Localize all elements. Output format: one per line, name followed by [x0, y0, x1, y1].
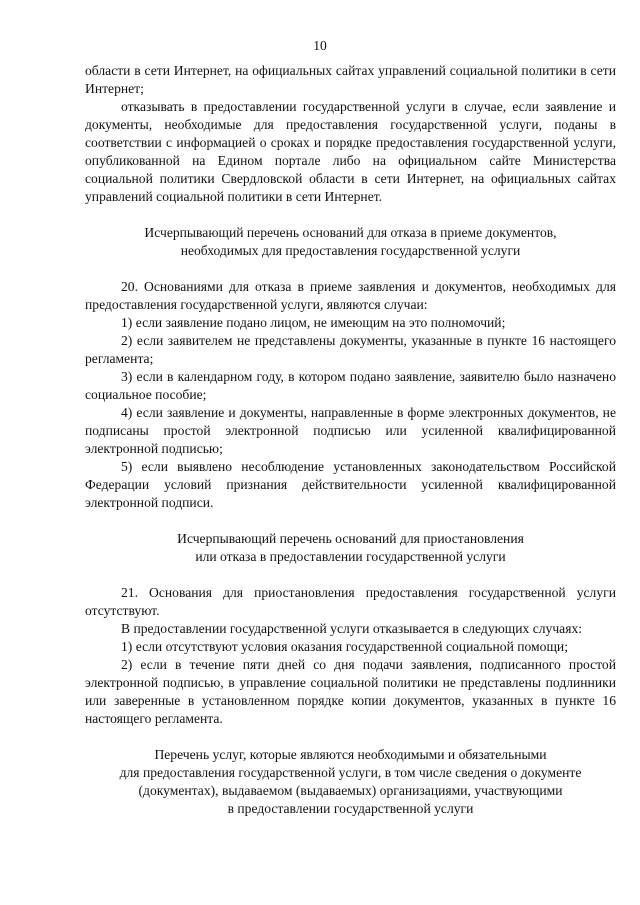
section3-heading-line4: в предоставлении государственной услуги — [227, 801, 474, 816]
document-body — [85, 62, 616, 818]
section3-heading-line2: для предоставления государственной услуги, в том числе сведения о документе — [119, 765, 582, 780]
section1-heading-line1: Исчерпывающий перечень оснований для отказа в приеме документов, — [144, 225, 557, 240]
section3-heading-line1: Перечень услуг, которые являются необходимыми и обязательными — [154, 747, 547, 762]
section1-heading-line2: необходимых для предоставления государственной услуги — [180, 243, 521, 258]
section2-item-2: 2) если в течение пяти дней со дня подачи заявления, подписанного простой электронной подписью, в управление социальной политики не представлены подлинники или заверенные в установленном порядке копии документов, указанных в пункте 16 настоящего регламента. — [85, 657, 616, 726]
section3-heading-line3: (документах), выдаваемом (выдаваемых) организациями, участвующими — [138, 783, 563, 798]
continuation-paragraph-1: области в сети Интернет, на официальных сайтах управлений социальной политики в сети Интернет; — [85, 63, 616, 96]
page-number: 10 — [313, 38, 327, 53]
section1-item-1: 1) если заявление подано лицом, не имеющим на это полномочий; — [121, 315, 506, 330]
continuation-paragraph-2: отказывать в предоставлении государственной услуги в случае, если заявление и документы, необходимые для предоставления государственной услуги, поданы в соответствии с информацией о сроках и порядке предоставления государственной услуги, опубликованной на Едином портале либо на официальном сайте Министерства социальной политики Свердловской области в сети Интернет, на официальных сайтах управлений социальной политики в сети Интернет. — [85, 99, 616, 204]
section2-item-1: 1) если отсутствуют условия оказания государственной социальной помощи; — [121, 639, 568, 654]
section2-heading-line1: Исчерпывающий перечень оснований для приостановления — [177, 531, 524, 546]
paragraph-20: 20. Основаниями для отказа в приеме заявления и документов, необходимых для предоставления государственной услуги, являются случаи: — [85, 279, 616, 312]
section1-item-3: 3) если в календарном году, в котором подано заявление, заявителю было назначено социальное пособие; — [85, 369, 616, 402]
section1-item-5: 5) если выявлено несоблюдение установленных законодательством Российской Федерации условий признания действительности усиленной квалифицированной электронной подписи. — [85, 459, 616, 510]
section1-item-2: 2) если заявителем не представлены документы, указанные в пункте 16 настоящего регламента; — [85, 333, 616, 366]
refusal-intro: В предоставлении государственной услуги отказывается в следующих случаях: — [121, 621, 583, 636]
section2-heading-line2: или отказа в предоставлении государственной услуги — [195, 549, 506, 564]
paragraph-21: 21. Основания для приостановления предоставления государственной услуги отсутствуют. — [85, 585, 616, 618]
section1-item-4: 4) если заявление и документы, направленные в форме электронных документов, не подписаны простой электронной подписью или усиленной квалифицированной электронной подписью; — [85, 405, 616, 456]
